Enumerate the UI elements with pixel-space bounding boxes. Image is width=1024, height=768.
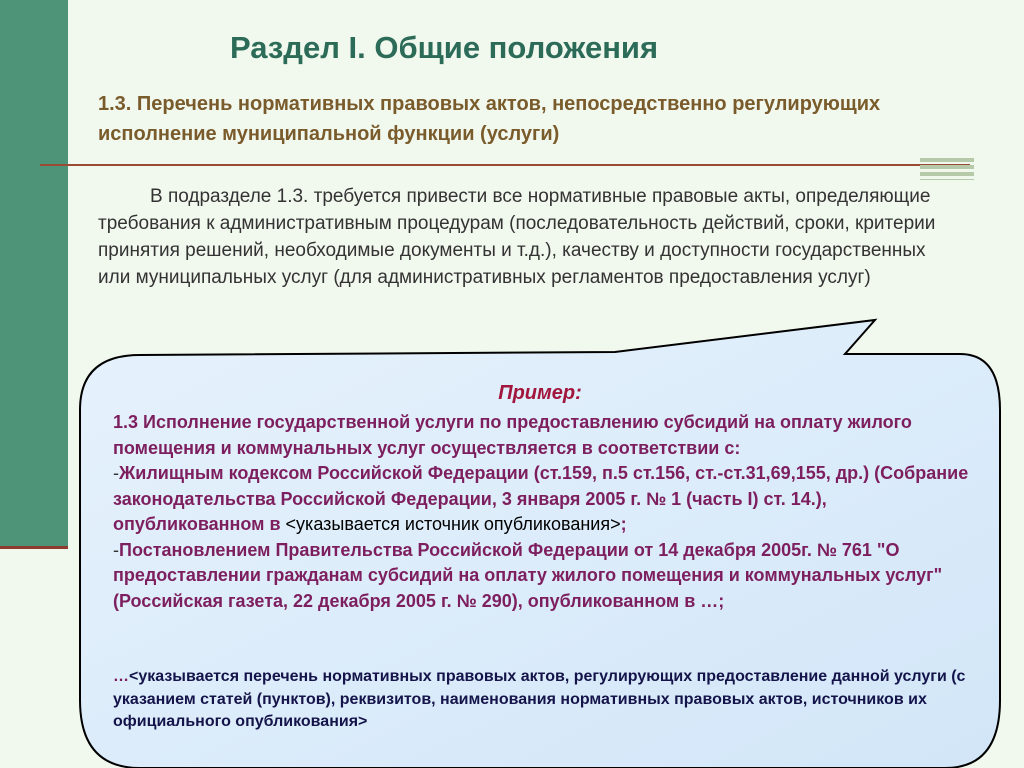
item-text: Постановлением Правительства Российской Федерации от 14 декабря 2005г. № 761 "О предоставлении гражданам субсидий на оплату жилого помещения и коммунальных услуг" (Российская газета, 22 декабря 2005 г. № 290), опубликованном в …;	[113, 539, 943, 611]
intro-paragraph: В подразделе 1.3. требуется привести все нормативные правовые акты, определяющие требования к административным процедурам (последовательность действий, сроки, критерии принятия решений, необходимые документы и т.д.), качеству и доступности государственных или муниципальных услуг (для административных регламентов предоставления услуг)	[98, 186, 936, 288]
example-lead: 1.3 Исполнение государственной услуги по предоставлению субсидий на оплату жилого помещения и коммунальных услуг осуществляется в соответствии с:	[113, 412, 912, 458]
slide-title: Раздел I. Общие положения	[230, 30, 659, 65]
example-heading: Пример:	[498, 382, 582, 404]
example-item-government-decree	[113, 538, 983, 615]
item-end: ;	[620, 514, 627, 534]
slide-subtitle: 1.3. Перечень нормативных правовых актов, непосредственно регулирующих исполнение муниципальной функции (услуги)	[98, 93, 881, 145]
example-note	[113, 666, 973, 734]
example-item-housing-code	[113, 461, 983, 538]
note-text: <указывается перечень нормативных правовых актов, регулирующих предоставление данной услуги (с указанием статей (пунктов), реквизитов, наименования нормативных правовых актов, источников их официального опубликования>	[113, 668, 966, 730]
item-text: Жилищным кодексом Российской Федерации (ст.159, п.5 ст.156, ст.-ст.31,69,155, др.) (Собрание законодательства Российской Федерации, 3 января 2005 г. № 1 (часть I) ст. 14.), опубликованном в	[113, 463, 969, 534]
source-placeholder: <указывается источник опубликования>	[285, 514, 621, 534]
list-dash: -	[113, 539, 119, 560]
list-dash: -	[113, 463, 119, 483]
example-body	[113, 410, 983, 614]
note-ellipsis: …	[113, 668, 129, 685]
